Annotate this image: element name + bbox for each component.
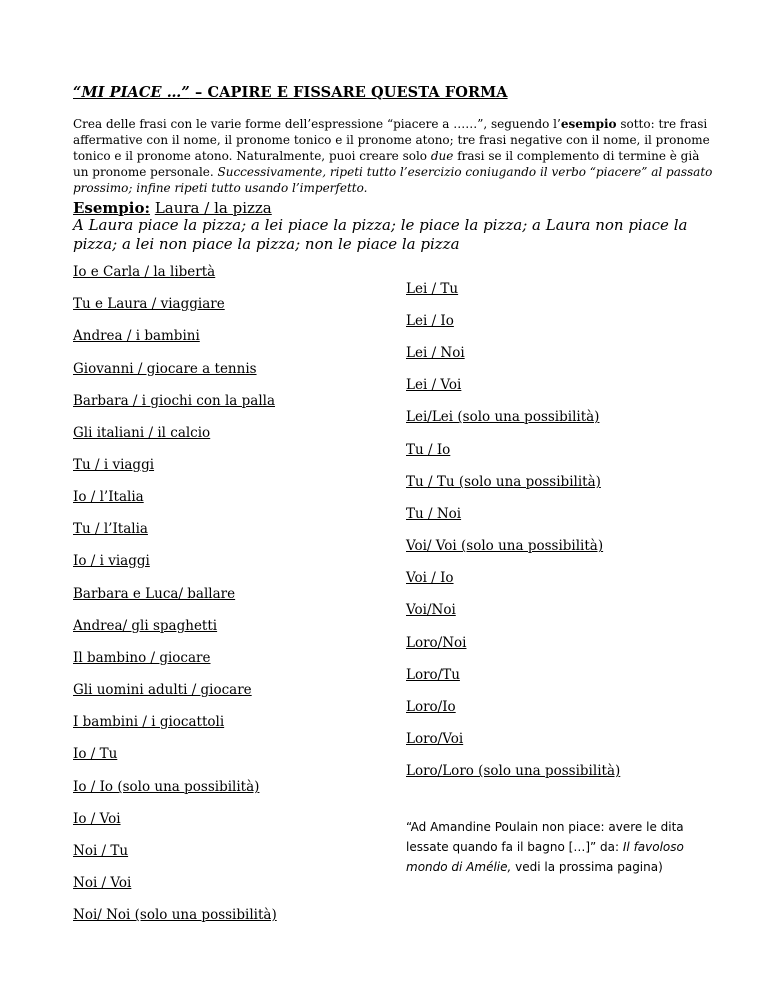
list-item: Barbara / i giochi con la palla — [73, 393, 276, 409]
list-item: Tu / Io — [406, 442, 451, 458]
list-item: Noi / Tu — [73, 843, 129, 859]
instructions-italic-due: due — [430, 149, 454, 163]
example-text: A Laura piace la pizza; a lei piace la pizza; le piace la pizza; a Laura non piace la pizza; a lei non piace la pizza; non le piace la pizza — [73, 216, 688, 253]
page-title — [73, 84, 508, 101]
film-quote — [406, 817, 706, 877]
list-item: Io / Tu — [73, 746, 118, 762]
list-item: Loro/Noi — [406, 635, 467, 651]
example-heading — [73, 199, 272, 217]
list-item: Tu / Noi — [406, 506, 462, 522]
list-item: Il bambino / giocare — [73, 650, 211, 666]
list-item: Tu / i viaggi — [73, 457, 155, 473]
list-item: Gli italiani / il calcio — [73, 425, 211, 441]
list-item: Tu / l’Italia — [73, 521, 148, 537]
list-item: Lei/Lei (solo una possibilità) — [406, 409, 600, 425]
list-item: Andrea / i bambini — [73, 328, 200, 344]
list-item: Lei / Io — [406, 313, 454, 329]
list-item: Noi / Voi — [73, 875, 132, 891]
list-item: Gli uomini adulti / giocare — [73, 682, 252, 698]
instructions-italic-end: Successivamente, ripeti tutto l’esercizio coniugando il verbo “piacere” al passato prossimo; infine ripeti tutto usando l’imperfetto. — [73, 165, 713, 195]
list-item: Giovanni / giocare a tennis — [73, 361, 257, 377]
instructions-text-2: sotto: tre frasi affermative con il nome, il pronome tonico e il pronome atono; tre frasi negative con il nome, il pronome tonico e il pronome atono. Naturalmente, puoi creare solo — [73, 117, 710, 163]
title-italic: “MI PIACE …” — [73, 84, 190, 101]
list-item: Lei / Voi — [406, 377, 462, 393]
list-item: Voi/ Voi (solo una possibilità) — [406, 538, 604, 554]
list-item: Barbara e Luca/ ballare — [73, 586, 236, 602]
title-rest: – CAPIRE E FISSARE QUESTA FORMA — [189, 84, 508, 101]
list-item: Tu / Tu (solo una possibilità) — [406, 474, 601, 490]
instructions-bold: esempio — [560, 117, 617, 131]
list-item: Io / Voi — [73, 811, 121, 827]
list-item: Voi / Io — [406, 570, 454, 586]
example-pair: Laura / la pizza — [154, 199, 272, 217]
list-item: Lei / Tu — [406, 281, 459, 297]
list-item: Loro/Loro (solo una possibilità) — [406, 763, 621, 779]
list-item: Noi/ Noi (solo una possibilità) — [73, 907, 277, 923]
instructions-paragraph — [73, 116, 713, 196]
quote-text: “Ad Amandine Poulain non piace: avere le dita lessate quando fa il bagno […]” da: — [406, 820, 684, 854]
list-item: Loro/Tu — [406, 667, 460, 683]
list-item: Loro/Voi — [406, 731, 464, 747]
list-item: Voi/Noi — [406, 602, 456, 618]
quote-source: Il favoloso mondo di Amélie, — [406, 840, 684, 874]
list-item: Io / i viaggi — [73, 553, 150, 569]
list-item: Loro/Io — [406, 699, 456, 715]
list-item: Io / l’Italia — [73, 489, 144, 505]
list-item: Io e Carla / la libertà — [73, 264, 216, 280]
example-label: Esempio: — [73, 199, 151, 217]
list-item: I bambini / i giocattoli — [73, 714, 225, 730]
instructions-text-3: frasi se il complemento di termine è già un pronome personale. — [73, 149, 700, 179]
list-item: Io / Io (solo una possibilità) — [73, 779, 260, 795]
list-item: Andrea/ gli spaghetti — [73, 618, 218, 634]
quote-text-end: vedi la prossima pagina) — [511, 860, 663, 874]
instructions-text-1: Crea delle frasi con le varie forme dell’espressione “piacere a ……”, seguendo l’ — [73, 117, 561, 131]
list-item: Lei / Noi — [406, 345, 465, 361]
list-item: Tu e Laura / viaggiare — [73, 296, 225, 312]
